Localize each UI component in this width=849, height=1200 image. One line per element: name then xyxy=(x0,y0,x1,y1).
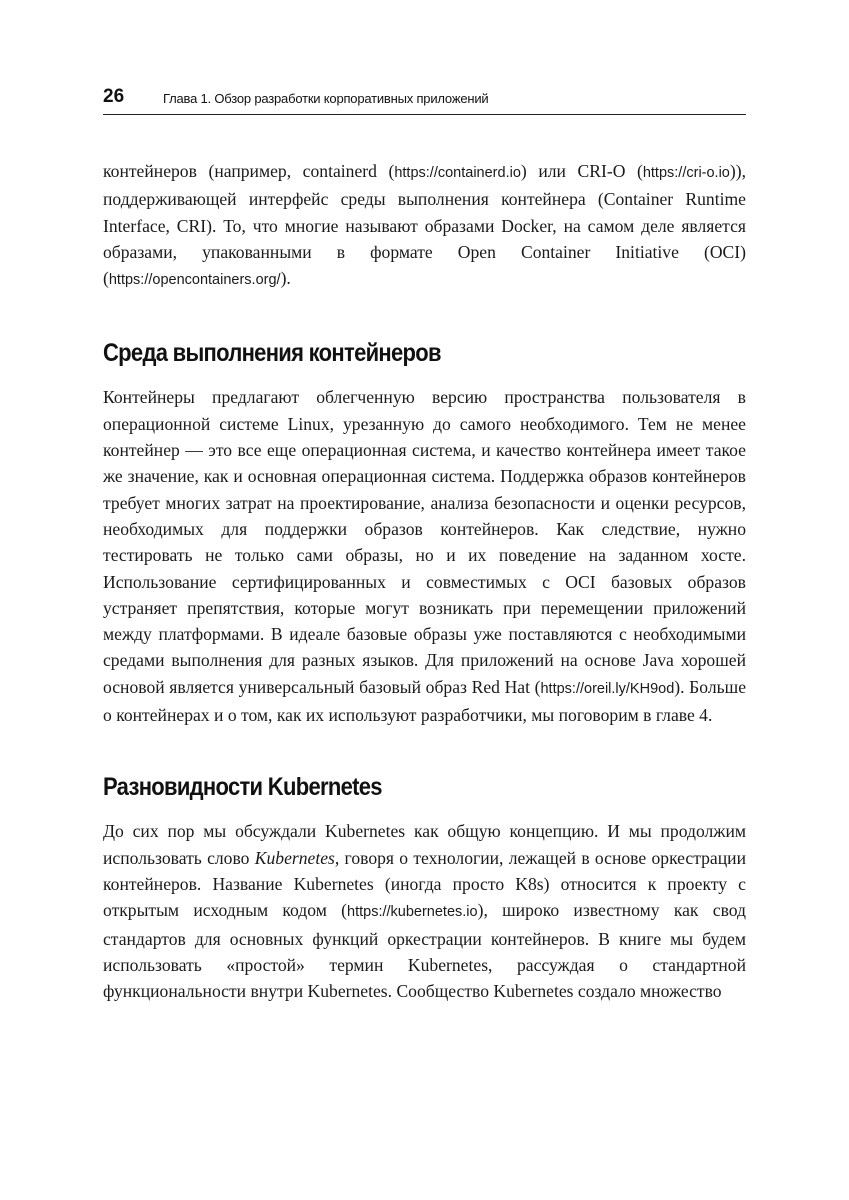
text-run: ), широко известному как свод стандартов для основных функций оркестрации контейнеров. В книге мы будем использовать «простой» термин Kubernetes, рассуждая о стандартной функциональности внутри Kubernetes. Сообщество Kubernetes создало множество xyxy=(103,900,747,1002)
text-run: ) или CRI-O ( xyxy=(520,161,643,181)
link-containerd[interactable]: https://containerd.io xyxy=(394,165,521,181)
text-run: контейнеров (например, containerd ( xyxy=(103,161,395,181)
section-heading-container-runtime: Среда выполнения контейнеров xyxy=(103,339,441,368)
paragraph-intro xyxy=(103,158,746,293)
link-oreil-ly[interactable]: https://oreil.ly/KH9od xyxy=(540,680,675,697)
text-run: )), поддерживающей интерфейс среды выполнения контейнера (Container Runtime Interface, CRI). То, что многие называют образами Docker, на самом деле является образами, упакованными в формате Open Container Initiative (OCI) ( xyxy=(103,161,746,289)
paragraph-container-runtime xyxy=(103,384,746,728)
page-number: 26 xyxy=(103,86,125,107)
text-run: , говоря о технологии, лежащей в основе оркестрации контейнеров. Название Kubernetes (иногда просто K8s) относится к проекту с открытым исходным кодом ( xyxy=(103,847,746,921)
link-cri-o[interactable]: https://cri-o.io xyxy=(642,165,730,181)
paragraph-kubernetes-flavors xyxy=(103,818,746,1004)
text-run: Контейнеры предлагают облегченную версию пространства пользователя в операционной системе Linux, урезанную до самого необходимого. Тем не менее контейнер — это все еще операционная система, и качество контейнера имеет такое же значение, как и основная операционная система. Поддержка образов контейнеров требует многих затрат на проектирование, анализа безопасности и оценки ресурсов, необходимых для поддержки образов контейнеров. Как следствие, нужно тестировать не только сами образы, но и их поведение на заданном хосте. Использование сертифицированных и совместимых с OCI базовых образов устраняет препятствия, которые могут возникать при перемещении приложений между платформами. В идеале базовые образы уже поставляются с необходимыми средами выполнения для разных языков. Для приложений на основе Java хорошей основой является универсальный базовый образ Red Hat ( xyxy=(103,387,746,697)
running-header xyxy=(103,86,746,115)
chapter-title: Глава 1. Обзор разработки корпоративных приложений xyxy=(163,91,489,106)
emphasis-kubernetes: Kubernetes xyxy=(254,847,335,868)
link-opencontainers[interactable]: https://opencontainers.org/ xyxy=(108,272,281,289)
text-run: ). Больше о контейнерах и о том, как их используют разработчики, мы поговорим в главе 4. xyxy=(103,676,746,726)
text-run: До сих пор мы обсуждали Kubernetes как общую концепцию. И мы продолжим использовать слово xyxy=(103,821,746,868)
link-kubernetes-io[interactable]: https://kubernetes.io xyxy=(347,904,478,921)
text-run: ). xyxy=(280,268,291,289)
page-body xyxy=(103,158,746,1004)
section-heading-kubernetes-flavors: Разновидности Kubernetes xyxy=(103,773,382,802)
